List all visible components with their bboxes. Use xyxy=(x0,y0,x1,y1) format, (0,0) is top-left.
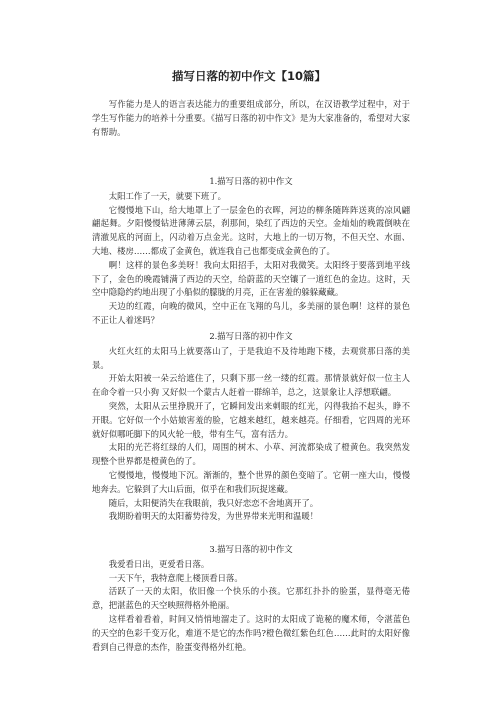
section-paragraph: 随后，太阳便消失在我眼前，我只好恋恋不舍地离开了。 xyxy=(108,497,319,508)
section-1 xyxy=(92,175,410,328)
section-paragraph: 天边的红霞，向晚的微风，空中正在飞翔的鸟儿，多美丽的景色啊！这样的景色不正让人着迷吗？ xyxy=(92,301,410,325)
section-paragraph: 活跃了一天的太阳，依旧像一个快乐的小孩。它那红扑扑的脸蛋，显得毫无倦意，把湛蓝色的天空映照得格外艳丽。 xyxy=(92,586,410,611)
section-2 xyxy=(92,330,410,524)
section-paragraph: 太阳工作了一天，就要下班了。 xyxy=(108,190,227,201)
section-paragraph: 一天下午，我特意爬上楼顶看日落。 xyxy=(108,572,243,583)
section-paragraph: 我爱看日出，更爱看日落。 xyxy=(108,558,210,569)
section-paragraph: 这样看着看着，时间又悄悄地溜走了。这时的太阳成了诡秘的魔术师，令湛蓝色的天空的色彩千变万化，难道不是它的杰作吗?橙色微红紫色红色……此时的太阳好像看到自己得意的杰作，脸蛋变得格外红艳。 xyxy=(92,613,410,652)
section-paragraph: 它慢慢地下山，给大地罩上了一层金色的衣晖，河边的柳条随阵阵送爽的凉风翩翩起舞。夕阳慢慢钻进薄薄云层，刹那间，染红了西边的天空。金灿灿的晚霞倒映在清澈见底的河面上，闪动着万点金光。这时，大地上的一切万物，不但天空、水面、大地、楼房……都成了金黄色，就连我自己也都变成金黄色的了。 xyxy=(92,204,410,256)
section-heading: 1.描写日落的初中作文 xyxy=(209,176,293,186)
section-paragraph: 我期盼着明天的太阳蓄势待发，为世界带来光明和温暖！ xyxy=(108,511,319,522)
section-paragraph: 太阳的光芒将红绿的人们，周围的树木、小草、河流都染成了橙黄色。我突然发现整个世界都是橙黄色的了。 xyxy=(92,442,410,467)
section-paragraph: 啊！这样的景色多美呀！我向太阳招手，太阳对我微笑。太阳终于要落到地平线下了，金色的晚霞铺满了西边的天空，给蔚蓝的天空镶了一道红色的金边。这时，天空中隐隐约约地出现了小船似的朦胧的月亮，正在害羞的躲躲藏藏。 xyxy=(92,259,410,298)
intro-paragraph: 写作能力是人的语言表达能力的重要组成部分，所以，在汉语教学过程中，对于学生写作能力的培养十分重要。《描写日落的初中作文》是为大家准备的，希望对大家有帮助。 xyxy=(92,99,410,137)
section-paragraph: 突然，太阳从云里挣脱开了，它瞬间发出来刺眼的红光，闪得我抬不起头，睁不开眼。它好似一个小姑娘害羞的脸，它越来越红，越来越亮。仔细看，它四周的光环就好似哪吒脚下的风火轮一般，带有生气，富有活力。 xyxy=(92,400,410,439)
section-heading: 2.描写日落的初中作文 xyxy=(209,331,293,341)
section-heading: 3.描写日落的初中作文 xyxy=(209,544,293,554)
section-3 xyxy=(92,543,410,654)
section-paragraph: 火红火红的太阳马上就要落山了，于是我迫不及待地跑下楼，去观赏那日落的美景。 xyxy=(92,345,410,370)
document-title: 描写日落的初中作文【10篇】 xyxy=(171,69,326,83)
section-paragraph: 它慢慢地，慢慢地下沉。渐渐的，整个世界的颜色变暗了。它朝一座大山，慢慢地奔去。它躲到了大山后面，似乎在和我们玩捉迷藏。 xyxy=(92,469,410,494)
section-paragraph: 开始太阳被一朵云给遮住了，只剩下那一丝一缕的红霞。那情景就好似一位主人在命令着一只小狗 又好似一个蒙古人赶着一群绵羊，总之，这景象让人浮想联翩。 xyxy=(92,373,410,398)
